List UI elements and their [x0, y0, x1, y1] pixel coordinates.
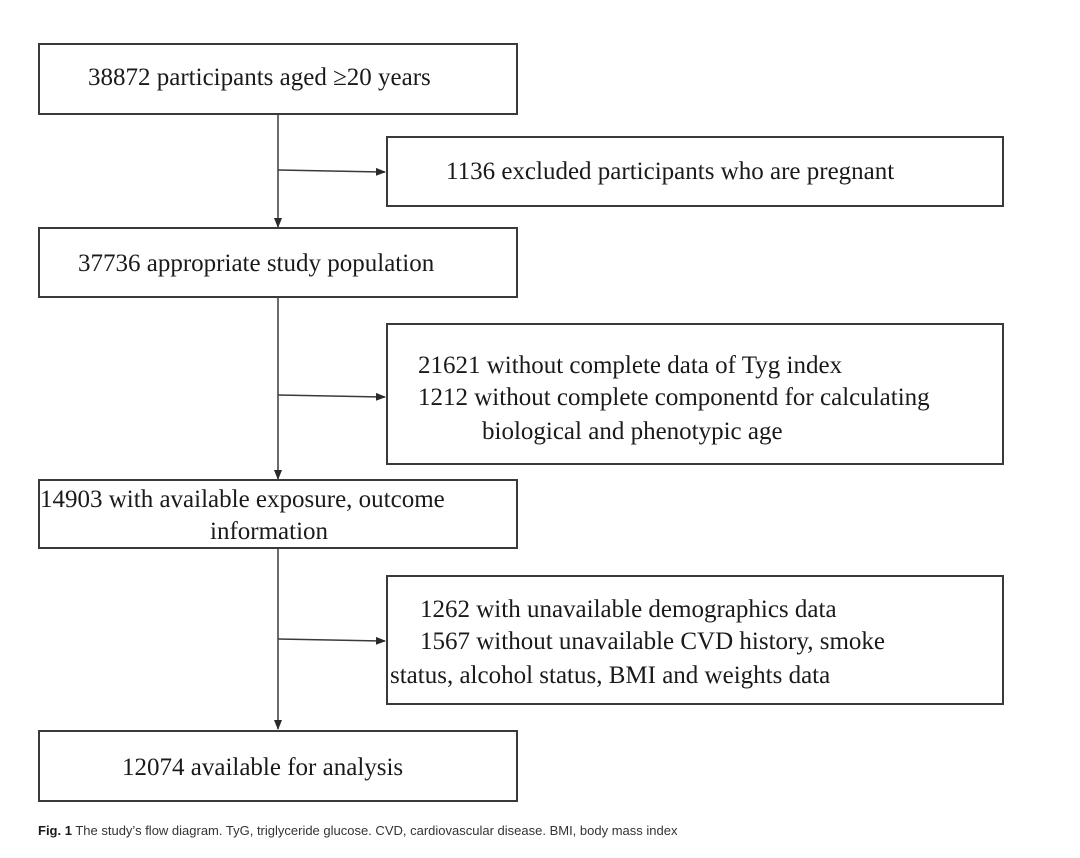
box-exclude-demographics-line-3: status, alcohol status, BMI and weights data — [390, 662, 831, 689]
box-exclude-tyg-line-3: biological and phenotypic age — [482, 418, 783, 445]
box-available-exposure-line-1: 14903 with available exposure, outcome — [40, 486, 445, 513]
figure-label: Fig. 1 — [38, 823, 72, 838]
box-exclude-pregnant-line-1: 1136 excluded participants who are pregnant — [446, 158, 895, 185]
box-available-exposure — [38, 479, 518, 549]
box-exclude-tyg-line-1: 21621 without complete data of Tyg index — [418, 352, 843, 379]
box-exclude-demographics-line-1: 1262 with unavailable demographics data — [420, 596, 837, 623]
figure-caption — [38, 823, 677, 838]
box-final — [38, 730, 518, 802]
box-start-line-1: 38872 participants aged ≥20 years — [88, 64, 431, 91]
arrow-to-exclude-demographics — [278, 639, 385, 641]
arrow-to-exclude-pregnant — [278, 170, 385, 172]
box-exclude-demographics-line-2: 1567 without unavailable CVD history, smoke — [420, 628, 885, 655]
figure-caption-text: The study’s flow diagram. TyG, triglyceride glucose. CVD, cardiovascular disease. BMI, body mass index — [75, 823, 678, 838]
box-appropriate-line-1: 37736 appropriate study population — [78, 250, 435, 277]
box-available-exposure-line-2: information — [210, 518, 329, 545]
box-exclude-pregnant — [386, 136, 1004, 207]
box-exclude-tyg-line-2: 1212 without complete componentd for calculating — [418, 384, 930, 411]
arrow-to-exclude-tyg — [278, 395, 385, 397]
box-start — [38, 43, 518, 115]
box-appropriate — [38, 227, 518, 298]
box-final-line-1: 12074 available for analysis — [122, 754, 404, 781]
box-exclude-demographics — [386, 575, 1004, 705]
box-exclude-tyg — [386, 323, 1004, 465]
